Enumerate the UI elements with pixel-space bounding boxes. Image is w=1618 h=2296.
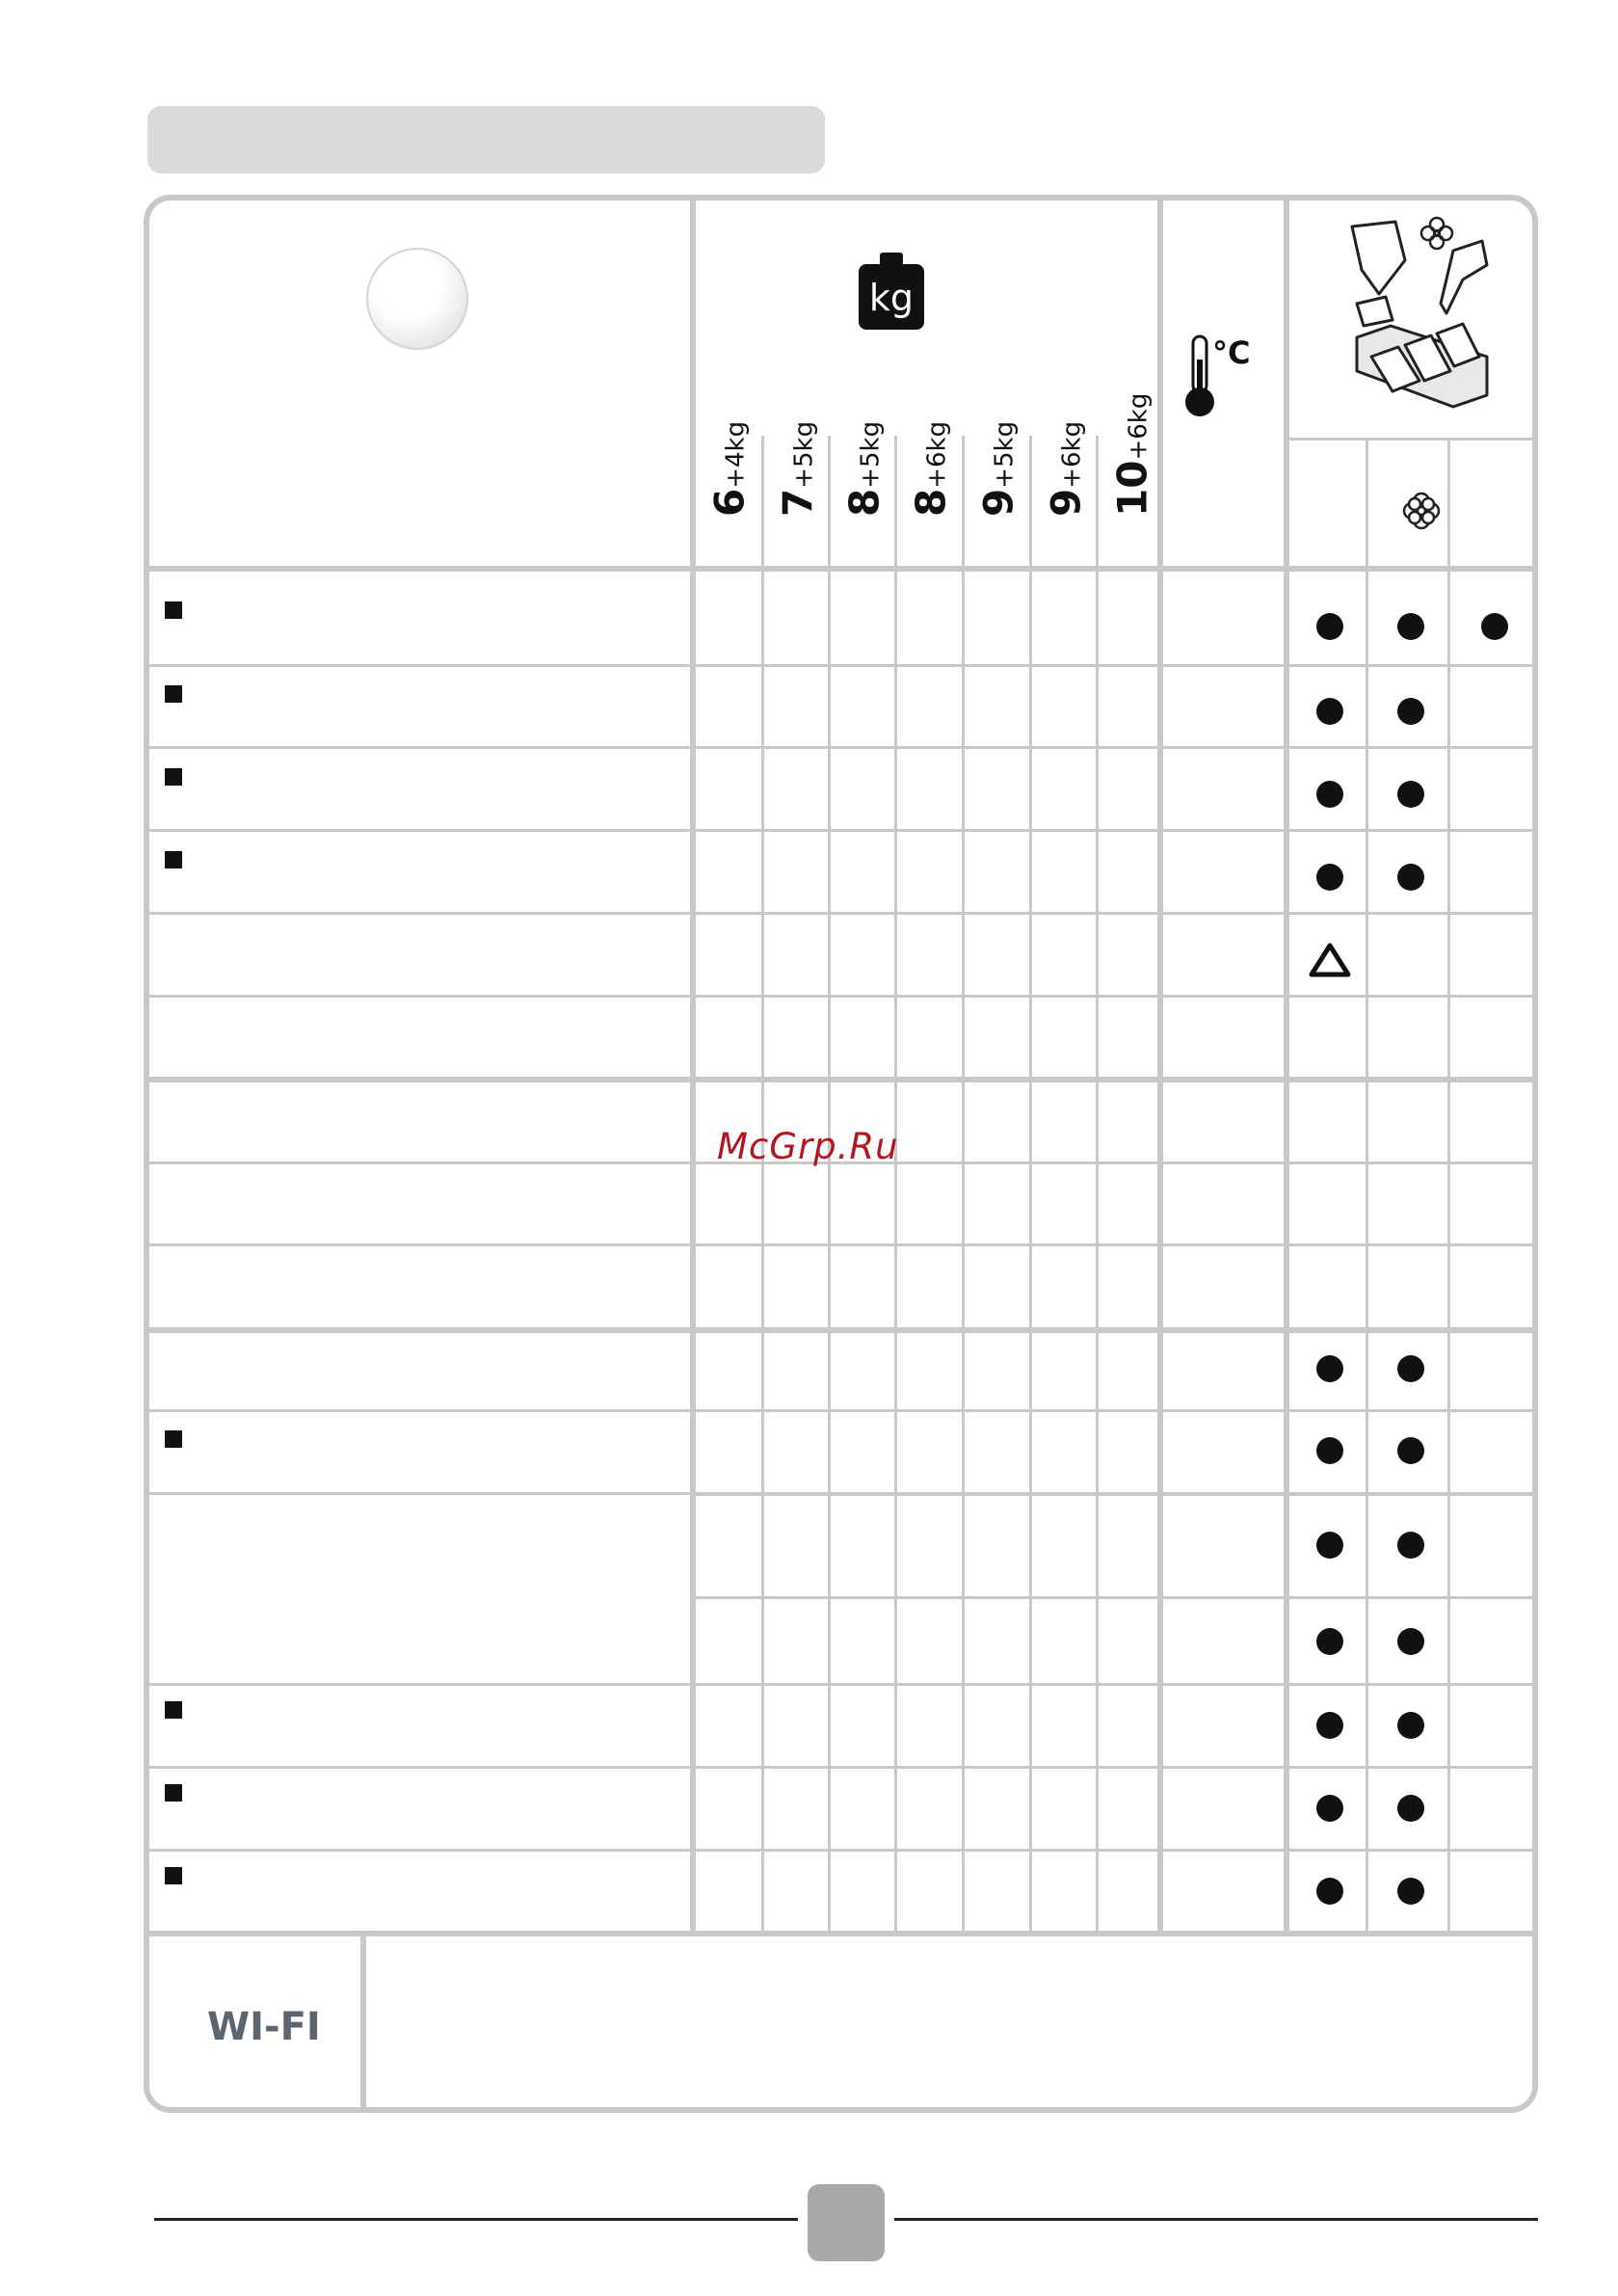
load-main-value: 9 (974, 488, 1022, 517)
row-divider (149, 1683, 1532, 1686)
section-title-bar (147, 106, 825, 174)
load-column-separator (1029, 436, 1032, 1933)
load-capacity-header (764, 420, 832, 564)
row-bullet (165, 1430, 182, 1448)
load-main-value: 8 (840, 488, 889, 517)
row-bullet (165, 1784, 182, 1802)
row-divider (149, 912, 1532, 915)
detergent-dot-mark (1397, 1712, 1424, 1739)
page-number-badge (808, 2184, 885, 2261)
detergent-dot-mark (1316, 1878, 1343, 1905)
detergent-dot-mark (1316, 613, 1343, 640)
footer-divider (149, 1931, 1532, 1936)
detergent-dot-mark (1397, 1532, 1424, 1559)
row-divider (149, 1409, 1532, 1412)
load-capacity-header (1032, 420, 1100, 564)
load-capacity-header (897, 420, 965, 564)
row-divider (149, 829, 1532, 832)
load-extra-value: +5kg (990, 420, 1020, 489)
load-capacity-label (908, 421, 955, 517)
detergent-dot-mark (1316, 864, 1343, 891)
load-main-value: 7 (774, 488, 822, 517)
load-capacity-header (696, 420, 763, 564)
row-divider (696, 1493, 1532, 1496)
load-main-value: 10 (1108, 460, 1156, 517)
load-capacity-header (965, 420, 1032, 564)
row-divider (149, 746, 1532, 749)
load-column-separator (828, 436, 831, 1933)
row-bullet (165, 601, 182, 619)
load-extra-value: +6kg (1057, 420, 1087, 489)
row-divider (696, 1596, 1532, 1599)
weight-kg-label: kg (868, 277, 915, 319)
load-main-value: 6 (705, 488, 754, 517)
detergent-dot-mark (1397, 613, 1424, 640)
detergent-dot-mark (1397, 1628, 1424, 1655)
watermark-text: McGrp.Ru (717, 1126, 899, 1167)
row-bullet (165, 851, 182, 868)
detergent-dot-mark (1316, 1712, 1343, 1739)
detergent-dot-mark (1316, 698, 1343, 725)
detergent-dot-mark (1397, 1795, 1424, 1822)
load-extra-value: +6kg (922, 420, 952, 489)
softener-flower-icon (1400, 490, 1443, 532)
section-divider (149, 1077, 1532, 1082)
detergent-dot-mark (1397, 1878, 1424, 1905)
detergent-dot-mark (1397, 1437, 1424, 1464)
temperature-unit-label: °C (1212, 334, 1251, 371)
detergent-dot-mark (1481, 613, 1508, 640)
load-capacity-label (1109, 393, 1156, 517)
detergent-dot-mark (1316, 1355, 1343, 1382)
load-capacity-label (841, 421, 889, 517)
load-capacity-label (975, 421, 1022, 517)
warning-triangle-icon (1308, 942, 1352, 978)
load-main-value: 9 (1042, 488, 1090, 517)
detergent-header-divider (1289, 438, 1534, 441)
row-divider (149, 995, 1532, 998)
detergent-dot-mark (1316, 1628, 1343, 1655)
row-divider (149, 1243, 1532, 1246)
section-divider (149, 1327, 1532, 1333)
detergent-dot-mark (1397, 1355, 1424, 1382)
footer-line-right (894, 2218, 1538, 2221)
program-selector-knob-icon (366, 248, 468, 350)
load-capacity-label (706, 421, 754, 517)
load-capacity-header (1099, 392, 1166, 564)
row-bullet (165, 768, 182, 786)
detergent-drawer-icon (1333, 212, 1501, 410)
detergent-dot-mark (1316, 781, 1343, 808)
footer-line-left (154, 2218, 798, 2221)
detergent-dot-mark (1397, 864, 1424, 891)
load-column-separator (761, 436, 764, 1933)
thermometer-icon (1183, 333, 1260, 419)
row-bullet (165, 685, 182, 703)
header-divider (149, 566, 1532, 572)
load-main-value: 8 (907, 488, 955, 517)
wifi-separator (360, 1936, 366, 2107)
load-extra-value: +5kg (789, 420, 819, 489)
detergent-dot-mark (1316, 1532, 1343, 1559)
wifi-label: WI-FI (207, 2005, 321, 2049)
load-extra-value: +6kg (1124, 392, 1154, 461)
load-extra-value: +5kg (856, 420, 886, 489)
detergent-dot-mark (1316, 1437, 1343, 1464)
row-bullet (165, 1867, 182, 1884)
detergent-dot-mark (1397, 781, 1424, 808)
load-capacity-header (831, 420, 898, 564)
row-bullet (165, 1701, 182, 1719)
detergent-dot-mark (1397, 698, 1424, 725)
load-column-separator (962, 436, 965, 1933)
column-separator (1284, 200, 1289, 1933)
detergent-dot-mark (1316, 1795, 1343, 1822)
row-divider (149, 664, 1532, 667)
load-column-separator (1096, 436, 1099, 1933)
load-column-separator (894, 436, 897, 1933)
load-capacity-label (775, 421, 822, 517)
load-capacity-label (1043, 421, 1090, 517)
load-extra-value: +4kg (721, 420, 751, 489)
row-divider (149, 1766, 1532, 1769)
row-divider (149, 1849, 1532, 1852)
weight-kg-icon (857, 251, 926, 332)
